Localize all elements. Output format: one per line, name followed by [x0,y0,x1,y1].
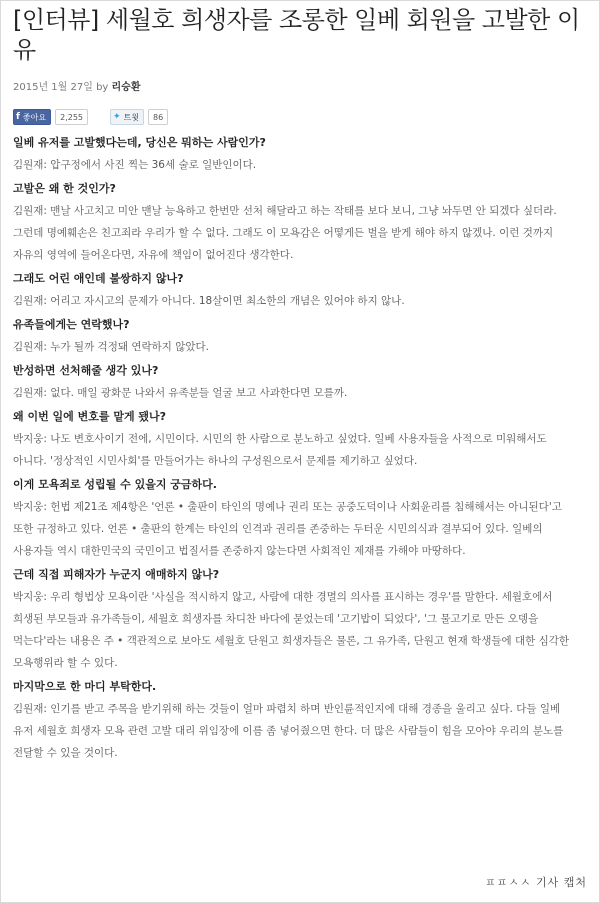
article-content [13,5,583,764]
interview-answer: 김원재: 누가 될까 걱정돼 연락하지 않았다. [13,341,209,353]
interview-question: 고발은 왜 한 것인가? [13,182,116,195]
qa-item [13,135,583,176]
qa-item [13,679,583,764]
byline-by: by [96,82,109,93]
interview-answer: 김원재: 맨날 사고치고 미안 맨날 능욕하고 한번만 선처 해달라고 하는 작태를 보다 보니, 그냥 놔두면 안 되겠다 싶더라. 그런데 명예훼손은 친고죄라 우리가 할 수 없다. 그래도 이 모욕감은 어떻게든 벌을 받게 해야 하지 않겠나. 이런 것까지 자유의 영역에 들어온다면, 자유에 책임이 없어진다 생각한다. [13,205,557,261]
interview-question: 유족들에게는 연락했나? [13,318,130,331]
tweet-button[interactable] [110,109,144,125]
interview-question: 마지막으로 한 마디 부탁한다. [13,680,157,693]
facebook-like-count: 2,255 [55,109,88,125]
interview-question: 일베 유저를 고발했다는데, 당신은 뭐하는 사람인가? [13,136,266,149]
twitter-bird-icon: ✦ [113,112,121,122]
qa-item [13,363,583,404]
interview-question: 반성하면 선처해줄 생각 있나? [13,364,159,377]
interview-answer: 김원재: 어리고 자시고의 문제가 아니다. 18살이면 최소한의 개념은 있어야 하지 않나. [13,295,405,307]
interview-question: 그래도 어린 애인데 불쌍하지 않나? [13,272,184,285]
qa-item [13,181,583,266]
qa-item [13,271,583,312]
interview-answer: 김원재: 인기를 받고 주목을 받기위해 하는 것들이 얼마 파렴치 하며 반인륜적인지에 대해 경종을 울리고 싶다. 다들 일베 유저 세월호 희생자 모욕 관련 고발 대리 위임장에 이름 좀 넣어줬으면 한다. 더 많은 사람들이 힘을 모아야 우리의 분노를 전달할 수 있을 것이다. [13,703,564,759]
article-title: [인터뷰] 세월호 희생자를 조롱한 일베 회원을 고발한 이유 [13,6,580,64]
qa-item [13,409,583,472]
facebook-like-button[interactable] [13,109,51,125]
author-link[interactable]: 리승환 [111,82,141,93]
interview-question: 왜 이번 일에 변호를 맡게 됐나? [13,410,167,423]
interview-answer: 김원재: 없다. 매일 광화문 나와서 유족분들 얼굴 보고 사과한다면 모를까. [13,387,348,399]
facebook-icon: f [16,112,20,122]
social-share-bar [13,109,583,125]
interview-answer: 박지웅: 우리 형법상 모욕이란 '사실을 적시하지 않고, 사람에 대한 경멸의 의사를 표시하는 경우'를 말한다. 세월호에서 희생된 부모들과 유가족들이, 세월호 희생자를 차디찬 바다에 묻었는데 '고기밥이 되었다', '그 물고기로 만든 오뎅을 먹는다'라는 내용은 주 • 객관적으로 보아도 세월호 단원고 희생자들은 물론, 그 유가족, 단원고 현재 학생들에 대한 심각한 모욕행위라 할 수 있다. [13,591,570,669]
qa-item [13,317,583,358]
facebook-like-label: 좋아요 [22,112,47,122]
publish-date: 2015년 1월 27일 [13,82,93,93]
interview-answer: 박지웅: 나도 변호사이기 전에, 시민이다. 시민의 한 사람으로 분노하고 싶었다. 일베 사용자들을 사적으로 미워해서도 아니다. '정상적인 시민사회'를 만들어가는 하나의 구성원으로서 문제를 제기하고 싶었다. [13,433,547,467]
qa-item [13,567,583,674]
interview-answer: 김원재: 압구정에서 사진 찍는 36세 술로 일반인이다. [13,159,257,171]
qa-item [13,477,583,562]
byline [13,78,583,93]
interview-qa-list [13,135,583,764]
tweet-label: 트윗 [123,112,140,122]
capture-caption: ㅍㅍㅅㅅ 기사 캡처 [484,876,587,889]
tweet-count: 86 [148,109,168,125]
interview-question: 근데 직접 피해자가 누군지 애매하지 않나? [13,568,220,581]
interview-answer: 박지웅: 헌법 제21조 제4항은 '언론 • 출판이 타인의 명예나 권리 또는 공중도덕이나 사회윤리를 침해해서는 아니된다'고 또한 규정하고 있다. 언론 • 출판의 한계는 타인의 인격과 권리를 존중하는 두터운 시민의식과 결부되어 있다. 일베의 사용자들 역시 대한민국의 국민이고 법질서를 존중하지 않는다면 사회적인 제재를 가해야 마땅하다. [13,501,562,557]
interview-question: 이게 모욕죄로 성립될 수 있을지 궁금하다. [13,478,217,491]
